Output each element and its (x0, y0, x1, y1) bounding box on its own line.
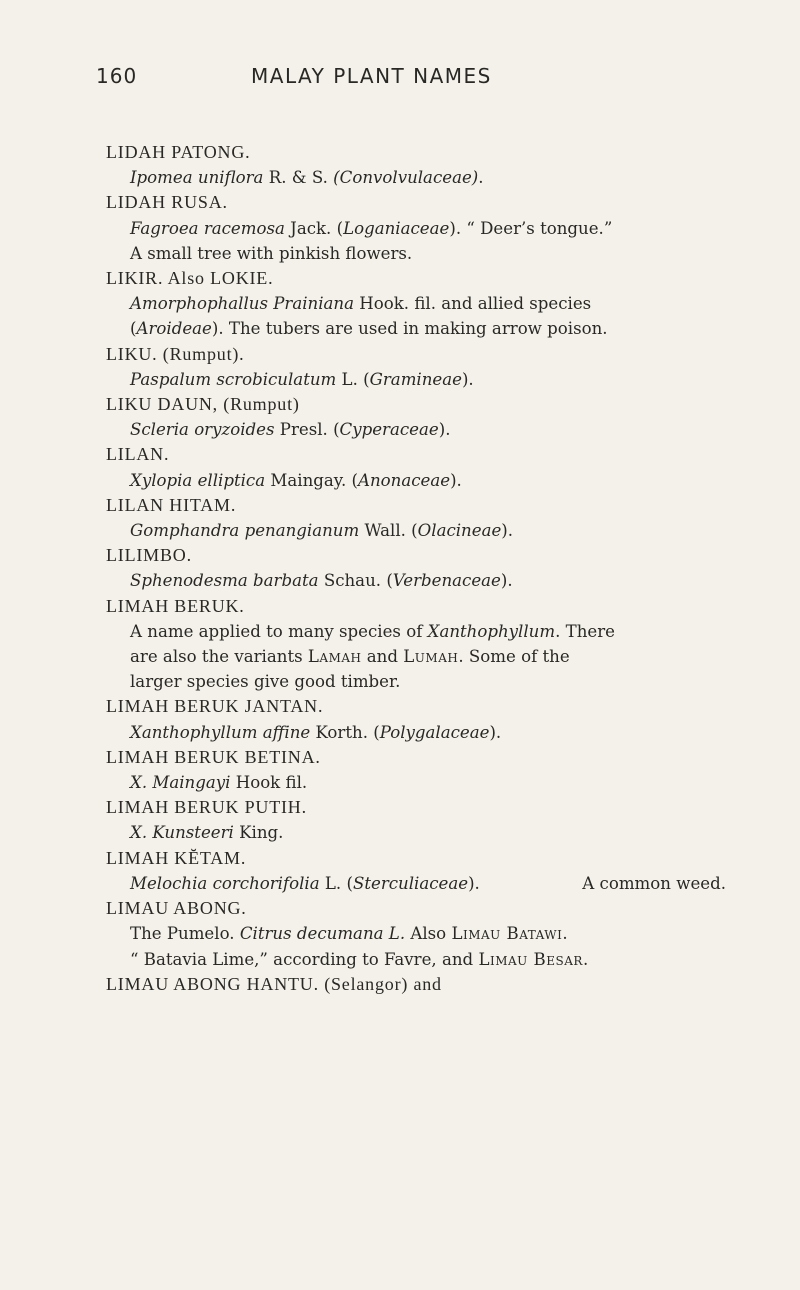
authority: Korth. ( (310, 722, 380, 742)
entry-line (106, 871, 726, 896)
line-end: ). The tubers are used in making arrow poison. (211, 319, 608, 339)
line-end: ). (501, 521, 514, 541)
authority: Hook. fil. and allied species (354, 294, 592, 314)
species-name: Amorphophallus Prainiana (130, 294, 354, 314)
line-end: . (478, 168, 484, 188)
entry-limah-beruk (106, 594, 726, 695)
entry-likir (106, 266, 726, 342)
line-end: ). (438, 420, 451, 440)
entry-limau-abong (106, 896, 726, 972)
text: . (582, 949, 589, 969)
headword: LIMAU ABONG. (106, 898, 247, 919)
entry-line (106, 417, 726, 442)
entry-line (106, 291, 726, 316)
line-end: ). (468, 873, 480, 893)
headword: LIMAH KĔTAM. (106, 847, 247, 868)
text: . There (555, 621, 615, 641)
entry-lidah-patong (106, 140, 726, 190)
species-name: Melochia corchorifolia (130, 873, 320, 893)
species-name: Sphenodesma barbata (130, 571, 319, 591)
entry-line (106, 820, 726, 845)
entry-lilimbo (106, 543, 726, 593)
text: A name applied to many species of (130, 621, 428, 641)
variant-name: Lumah (403, 647, 459, 667)
entry-line (106, 770, 726, 795)
line-end: ). (500, 571, 513, 591)
line-end: ). “ Deer’s tongue.” (449, 218, 613, 238)
entry-line (106, 644, 726, 669)
entry-line (106, 165, 726, 190)
headword: LIDAH RUSA. (106, 192, 228, 213)
family-name: Verbenaceae (392, 571, 501, 591)
running-title: MALAY PLANT NAMES (251, 64, 492, 88)
headword: LIKU. (Rumput). (106, 343, 245, 364)
entry-limah-beruk-betina (106, 745, 726, 795)
family-name: Polygalaceae (379, 722, 490, 742)
note: A common weed. (582, 873, 726, 893)
text: are also the variants (130, 647, 308, 667)
variant-name: Limau Batawi (451, 924, 563, 944)
entry-lidah-rusa (106, 190, 726, 266)
entry-limah-beruk-jantan (106, 694, 726, 744)
authority: Presl. ( (274, 420, 340, 440)
entry-liku (106, 342, 726, 392)
entry-limau-abong-hantu (106, 972, 726, 997)
authority: L. ( (336, 369, 370, 389)
entry-line (106, 468, 726, 493)
headword: LIMAH BERUK. (106, 595, 245, 616)
species-name: Gomphandra penangianum (130, 521, 360, 541)
species-name: Xanthophyllum (427, 621, 556, 641)
entry-limah-ketam (106, 846, 726, 896)
variant-name: Limau Besar (478, 949, 583, 969)
line-end: ). (450, 470, 462, 490)
species-name: Xanthophyllum affine (130, 722, 311, 742)
family-name: Olacineae (417, 521, 502, 541)
authority: King. (233, 823, 284, 843)
species-name: X. Kunsteeri (130, 823, 234, 843)
species-name: Xylopia elliptica (130, 470, 266, 490)
species-name: Paspalum scrobiculatum (130, 369, 337, 389)
headword: LIMAH BERUK JANTAN. (106, 696, 324, 717)
entry-line (106, 518, 726, 543)
dictionary-entries (106, 140, 726, 997)
entry-liku-daun (106, 392, 726, 442)
headword: LILIMBO. (106, 545, 192, 566)
headword: LILAN HITAM. (106, 494, 237, 515)
paren: ( (130, 319, 137, 339)
page-number: 160 (96, 64, 138, 88)
text: and (361, 647, 404, 667)
variant-name: Lamah (307, 647, 362, 667)
page-header (96, 64, 736, 92)
species-name: Citrus decumana L. (239, 924, 406, 944)
headword: LIDAH PATONG. (106, 142, 251, 162)
authority: L. ( (319, 873, 353, 893)
line-end: ). (461, 369, 474, 389)
headword: LIMAU ABONG HANTU. (Selangor) and (106, 973, 442, 994)
authority: Schau. ( (318, 571, 393, 591)
species-name: X. Maingayi (130, 773, 231, 793)
family-name: Sterculiaceae (352, 873, 469, 893)
text: . (562, 924, 568, 944)
text: “ Batavia Lime,” according to Favre, and (130, 949, 479, 969)
entry-line (106, 568, 726, 593)
family-name: Aroideae (136, 319, 212, 339)
entry-limah-beruk-putih (106, 795, 726, 845)
entry-line (106, 720, 726, 745)
authority: Wall. ( (359, 521, 418, 541)
text: Also (405, 924, 452, 944)
entry-lilan (106, 442, 726, 492)
text: . Some of the (458, 647, 570, 667)
entry-line (106, 619, 726, 644)
authority: Jack. ( (284, 218, 344, 238)
entry-line-left (130, 871, 480, 896)
species-name: Ipomea uniflora (130, 168, 264, 188)
entry-line (106, 367, 726, 392)
entry-line: A small tree with pinkish flowers. (130, 243, 413, 263)
authority: R. & S. (263, 168, 334, 188)
headword: LIMAH BERUK PUTIH. (106, 797, 307, 818)
entry-line (106, 947, 726, 972)
entry-line: larger species give good timber. (130, 672, 401, 692)
headword: LIKU DAUN, (Rumput) (106, 394, 300, 415)
headword: LIKIR. Also LOKIE. (106, 268, 274, 289)
family-name: Loganiaceae (343, 218, 450, 238)
family-name: Gramineae (369, 369, 462, 389)
line-end: ). (489, 722, 502, 742)
text: The Pumelo. (130, 924, 240, 944)
entry-lilan-hitam (106, 493, 726, 543)
authority: Hook fil. (230, 773, 308, 793)
species-name: Fagroea racemosa (130, 218, 285, 238)
entry-line (106, 216, 726, 241)
headword: LILAN. (106, 444, 170, 465)
entry-line (106, 921, 726, 946)
headword: LIMAH BERUK BETINA. (106, 746, 321, 767)
species-name: Scleria oryzoides (130, 420, 275, 440)
family-name: Cyperaceae (339, 420, 439, 440)
family-name: Anonaceae (357, 470, 451, 490)
entry-line (106, 316, 726, 341)
family-name: (Convolvulaceae) (333, 168, 479, 188)
authority: Maingay. ( (265, 470, 358, 490)
